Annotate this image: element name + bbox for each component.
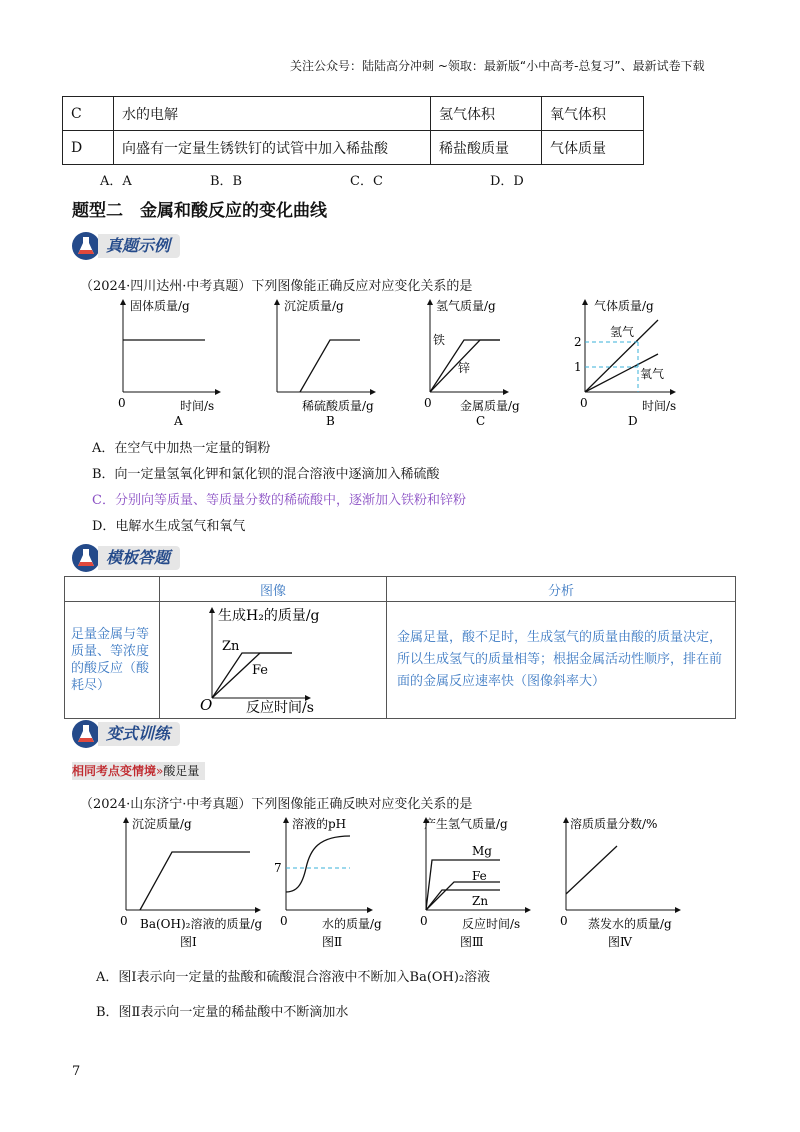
graph-3 (420, 816, 530, 949)
template-graph (160, 602, 384, 714)
table-cell: 氧气体积 (542, 97, 644, 131)
y-axis-label: 溶液的pH (292, 817, 347, 831)
badge-label: 变式训练 (98, 722, 180, 746)
mg-line (426, 860, 500, 910)
tick-label: 2 (574, 335, 582, 349)
graph-line (300, 340, 360, 392)
x-axis-label: 金属质量/g (460, 399, 520, 413)
table-cell: 稀盐酸质量 (431, 131, 542, 165)
line-label-hydrogen: 氢气 (610, 325, 635, 339)
tag-red-text: 相同考点变情境 (72, 764, 157, 778)
y-axis-label: 气体质量/g (594, 299, 654, 313)
y-axis-label: 溶质质量分数/% (570, 817, 658, 831)
line-label-iron: 铁 (433, 333, 446, 347)
graph-line (566, 846, 617, 894)
table-cell: 氢气体积 (431, 97, 542, 131)
ph-curve (286, 836, 350, 892)
y-axis-label: 产生氢气质量/g (424, 817, 508, 831)
line-label-fe: Fe (472, 869, 487, 883)
graph-caption: C (476, 414, 486, 428)
section-title: 题型二 金属和酸反应的变化曲线 (72, 201, 327, 221)
template-table (64, 576, 736, 719)
choice-b: B．向一定量氢氧化钾和氯化钡的混合溶液中逐滴加入稀硫酸 (92, 467, 440, 482)
origin-label: 0 (280, 914, 288, 928)
question-2-stem: （2024·山东济宁·中考真题）下列图像能正确反映对应变化关系的是 (80, 797, 473, 812)
graph-1 (120, 816, 262, 949)
x-axis-label: 反应时间/s (462, 917, 521, 931)
graph-line (140, 852, 250, 910)
row-label: 足量金属与等质量、等浓度的酸反应（酸耗尽） (65, 602, 160, 719)
analysis-text: 金属足量，酸不足时，生成氢气的质量由酸的质量决定，所以生成氢气的质量相等；根据金属活动性顺序，排在前面的金属反应速率快（图像斜率大） (387, 602, 736, 719)
table-cell: D (63, 131, 114, 165)
table-row (65, 602, 736, 719)
y-axis-label: 氢气质量/g (436, 299, 496, 313)
table-cell: 水的电解 (114, 97, 431, 131)
question-2-graphs (60, 810, 760, 960)
y-axis-label: 固体质量/g (130, 299, 190, 313)
x-axis-label: 反应时间/s (246, 700, 314, 714)
line-label-zn: Zn (222, 639, 240, 654)
origin-label: 0 (580, 396, 588, 410)
graph-caption: 图Ⅱ (322, 935, 343, 949)
tag-text: 酸足量 (163, 764, 200, 778)
options-table (62, 96, 644, 165)
graph-a (118, 298, 220, 428)
x-axis-label: 水的质量/g (322, 917, 382, 931)
graph-c (424, 298, 520, 428)
choice-a: A．图Ⅰ表示向一定量的盐酸和硫酸混合溶液中不断加入Ba(OH)₂溶液 (96, 970, 491, 985)
option-a: A．A (100, 174, 132, 189)
line-label-fe: Fe (252, 663, 269, 678)
tick-label: 1 (574, 360, 582, 374)
badge-label: 模板答题 (98, 546, 180, 570)
graph-caption: 图Ⅲ (460, 935, 484, 949)
graph-d (574, 298, 676, 428)
x-axis-label: Ba(OH)₂溶液的质量/g (140, 917, 263, 931)
x-axis-label: 时间/s (180, 399, 215, 413)
line-label-mg: Mg (472, 844, 492, 858)
y-axis-label: 生成H₂的质量/g (218, 608, 320, 624)
line-label-oxygen: 氧气 (640, 367, 665, 381)
double-arrow-icon: » (156, 764, 164, 778)
x-axis-label: 时间/s (642, 399, 677, 413)
table-header-row (65, 577, 736, 602)
scenario-tag (72, 762, 205, 780)
graph-caption: D (628, 414, 638, 428)
choice-b: B．图Ⅱ表示向一定量的稀盐酸中不断滴加水 (96, 1005, 349, 1020)
page-header: 关注公众号：陆陆高分冲刺 ~领取：最新版“小中高考-总复习”、最新试卷下载 (290, 59, 705, 73)
choice-a: A．在空气中加热一定量的铜粉 (92, 441, 271, 456)
origin-label: 0 (560, 914, 568, 928)
y-axis-label: 沉淀质量/g (284, 299, 344, 313)
origin-label: 0 (120, 914, 128, 928)
table-row (63, 131, 644, 165)
line-label-zn: Zn (472, 894, 489, 908)
graph-caption: 图Ⅰ (180, 935, 197, 949)
table-cell: 气体质量 (542, 131, 644, 165)
graph-b (277, 298, 375, 428)
y-axis-label: 沉淀质量/g (132, 817, 192, 831)
option-c: C．C (350, 174, 383, 189)
option-d: D．D (490, 174, 524, 189)
table-cell: C (63, 97, 114, 131)
question-1-graphs (60, 292, 760, 430)
choice-d: D．电解水生成氢气和氧气 (92, 519, 246, 534)
col-header-image: 图像 (160, 577, 387, 602)
graph-caption: 图Ⅳ (608, 935, 632, 949)
graph-caption: B (326, 414, 335, 428)
flask-icon (72, 232, 100, 260)
page-number: 7 (72, 1064, 81, 1079)
col-header-analysis: 分析 (387, 577, 736, 602)
origin-label: O (200, 696, 213, 714)
flask-icon (72, 544, 100, 572)
graph-2 (274, 816, 382, 949)
option-b: B．B (210, 174, 243, 189)
table-cell: 向盛有一定量生锈铁钉的试管中加入稀盐酸 (114, 131, 431, 165)
x-axis-label: 稀硫酸质量/g (302, 399, 374, 413)
line-label-zinc: 锌 (458, 361, 471, 375)
tick-label: 7 (274, 861, 282, 875)
table-row (63, 97, 644, 131)
question-1-stem: （2024·四川达州·中考真题）下列图像能正确反应对应变化关系的是 (80, 279, 473, 294)
origin-label: 0 (420, 914, 428, 928)
x-axis-label: 蒸发水的质量/g (588, 917, 672, 931)
origin-label: 0 (118, 396, 126, 410)
zn-line (426, 890, 500, 910)
graph-caption: A (174, 414, 183, 428)
origin-label: 0 (424, 396, 432, 410)
badge-label: 真题示例 (98, 234, 180, 258)
choice-c: C．分别向等质量、等质量分数的稀硫酸中，逐渐加入铁粉和锌粉 (92, 493, 466, 508)
graph-4 (560, 816, 680, 949)
flask-icon (72, 720, 100, 748)
